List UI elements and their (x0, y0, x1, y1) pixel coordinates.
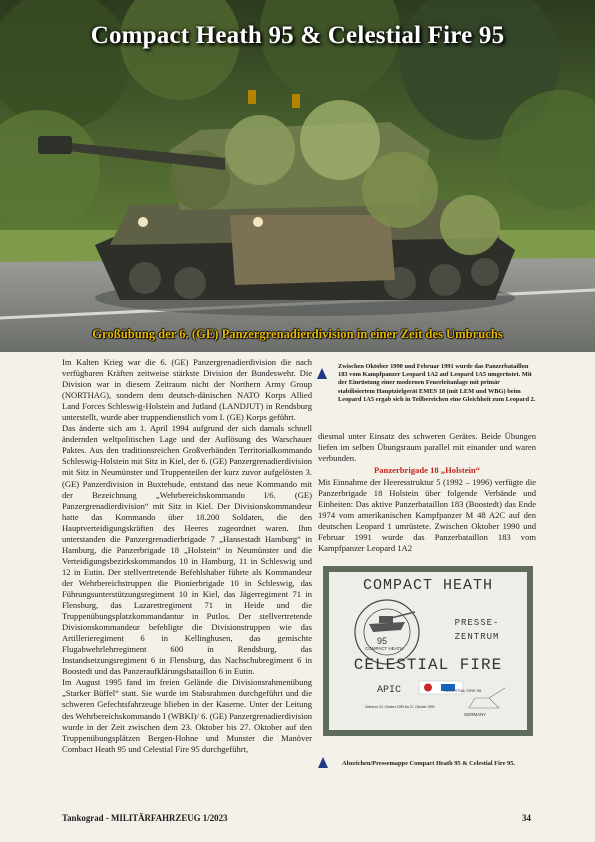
badge-celestial-fire-95: CELESTIAL FIRE 95 (444, 688, 482, 693)
paragraph: Das änderte sich am 1. April 1994 aufgrund der sich damals schnell ändernden weltpolitischen Lage und der Auflösung des Warschauer Paktes. Aus den traditionsreichen Großverbänden Territorialkommando Schleswig-Holstein mit Sitz in Kiel, der 6. (GE) Panzergrenadierdivision mit Sitz in Neumünster und Truppenteilen der kurz zuvor aufgelösten 3. (GE) Panzerdivision in Buxtehude, entstand das neue Kommando mit der Bezeichnung „Wehrbereichskommando I/6. (GE) Panzergrenadierdivision“ mit Sitz in Kiel. Der Divisionskommandeur hatte das Kommando über 18.200 Soldaten, die den Hauptverteidigungskräften des Heeres zugeordnet waren. Ihm unterstanden die Panzergrenadierbrigade 7 „Hansestadt Hamburg“ in Hamburg, die Panzerbrigade 18 „Holstein“ in Neumünster und die Verteidigungsbezirkskommandos 10 in Hamburg, 11 in Schleswig und 12 in Eutin. Der stellvertretende Befehlshaber führte als Kommandeur der Wehrbereichstruppen die Pionierbrigade 10 in Schleswig, das Führungsunterstützungsregiment 10 in Kiel, das Jägerregiment 71 in Flensburg, das Lazarettregiment 71 in Heide und die Truppenübungsplatzkommandantur in Putlos. Der stellvertretende Divisionskommandeur befehligte die Divisionstruppen wie das Artillerieregiment 6 in Kellinghusen, das gemischte Flugabwehrlehrregiment 600 in Rendsburg, das Instandsetzungsregiment 6 in Flensburg, das Nachschubregiment 6 in Boostedt und das Panzeraufklärungsbataillon 6 in Eutin. (62, 423, 312, 677)
badge-germany: GERMANY (464, 712, 487, 717)
badge-caption: Abzeichen/Pressemappe Compact Heath 95 & Celestial Fire 95. (342, 760, 515, 767)
page-title: Compact Heath 95 & Celestial Fire 95 (90, 22, 505, 49)
caption-marker-icon (317, 368, 327, 379)
article-column-left (62, 357, 312, 755)
article-column-right: Mit Einnahme der Heeresstruktur 5 (1992 – 1996) verfügte die Panzerbrigade 18 Holstein über folgende Verbände und Einheiten: Das aktive Panzerbataillon 183 (Boostedt) das Ende 1974 vom amerikanischen Kampfpanzer M 48 A2C auf den deutschen Leopard 1 umrüstete. Zwischen Oktober 1990 und Februar 1991 wurde das Panzerbataillon 183 vom Kampfpanzer Leopard 1A2 (318, 477, 536, 554)
article-column-right-top: diesmal unter Einsatz des schweren Gerätes. Beide Übungen liefen im selben Übungsraum parallel mit einander und waren verbunden. (318, 431, 536, 464)
paragraph: Im August 1995 fand im freien Gelände die Divisionsrahmenübung „Starker Büffel“ statt. Sie wurde im Stabsrahmen durchgeführt und die schweren Gefechtsfahrzeuge blieben in der Kaserne. Unter der Leitung des Wehrbereichskommando I (WBKI)/ 6. (GE) Panzergrenadierdivision wurde in der Zeit zwischen dem 23. Oktober bis 27. Oktober auf den Truppenübungsplätzen Bergen-Hohne und Munster die Manöver Combact Heath 95 und Celestial Fire 95 durchgeführt, (62, 677, 312, 754)
badge-date-range: Zeitraum: 23. Oktober 1995 bis 27. Oktober 1995 (365, 705, 435, 709)
page-subtitle: Großübung der 6. (GE) Panzergrenadierdivision in einer Zeit des Umbruchs (92, 327, 503, 341)
badge-presse-zentrum: PRESSE- ZENTRUM (454, 618, 500, 642)
photo-caption: Zwischen Oktober 1990 und Februar 1991 wurde das Panzerbataillon 183 vom Kampfpanzer Leopard 1A2 auf Leopard 1A5 umgerüstet. Mit der Einrüstung einer modernen Feuerleitanlage mit primär stabilisiertem Hauptzielgerät EMES 18 (mit LEM und WBG) beim Leopard 1A5 ergab sich in Teilbereichen eine Gleichheit zum Leopard 2. (338, 363, 536, 403)
tank-photo-illustration (0, 0, 595, 352)
press-folder (329, 572, 527, 730)
section-heading: Panzerbrigade 18 „Holstein“ (374, 465, 480, 475)
tank-photo (0, 0, 595, 352)
paragraph: Im Kalten Krieg war die 6. (GE) Panzergrenadierdivision die nach verfügbaren Kräften zeitweise stärkste Division der Bundeswehr. Die Division war in diesem Zeitraum nicht der Northern Army Group (NORTHAG), sondern dem deutsch-dänischen NATO Korps Allied Land Forces Schleswig-Holstein and Jutland (LANDJUT) in Rendsburg unterstellt, wurde aber truppendienstlich vom I. (GE) Korps geführt. (62, 357, 312, 423)
badge-ring-text: COMPACT HEATH (365, 646, 404, 651)
page-number: 34 (522, 813, 531, 823)
caption-marker-icon (318, 757, 328, 768)
badge-photo (323, 566, 533, 736)
badge-title-celestial-fire: CELESTIAL FIRE (353, 656, 503, 674)
badge-title-compact-heath: COMPACT HEATH (362, 577, 494, 594)
badge-apic: APIC (377, 685, 402, 696)
footer-publication: Tankograd - MILITÄRFAHRZEUG 1/2023 (62, 813, 228, 823)
badge-number: 95 (377, 636, 388, 646)
